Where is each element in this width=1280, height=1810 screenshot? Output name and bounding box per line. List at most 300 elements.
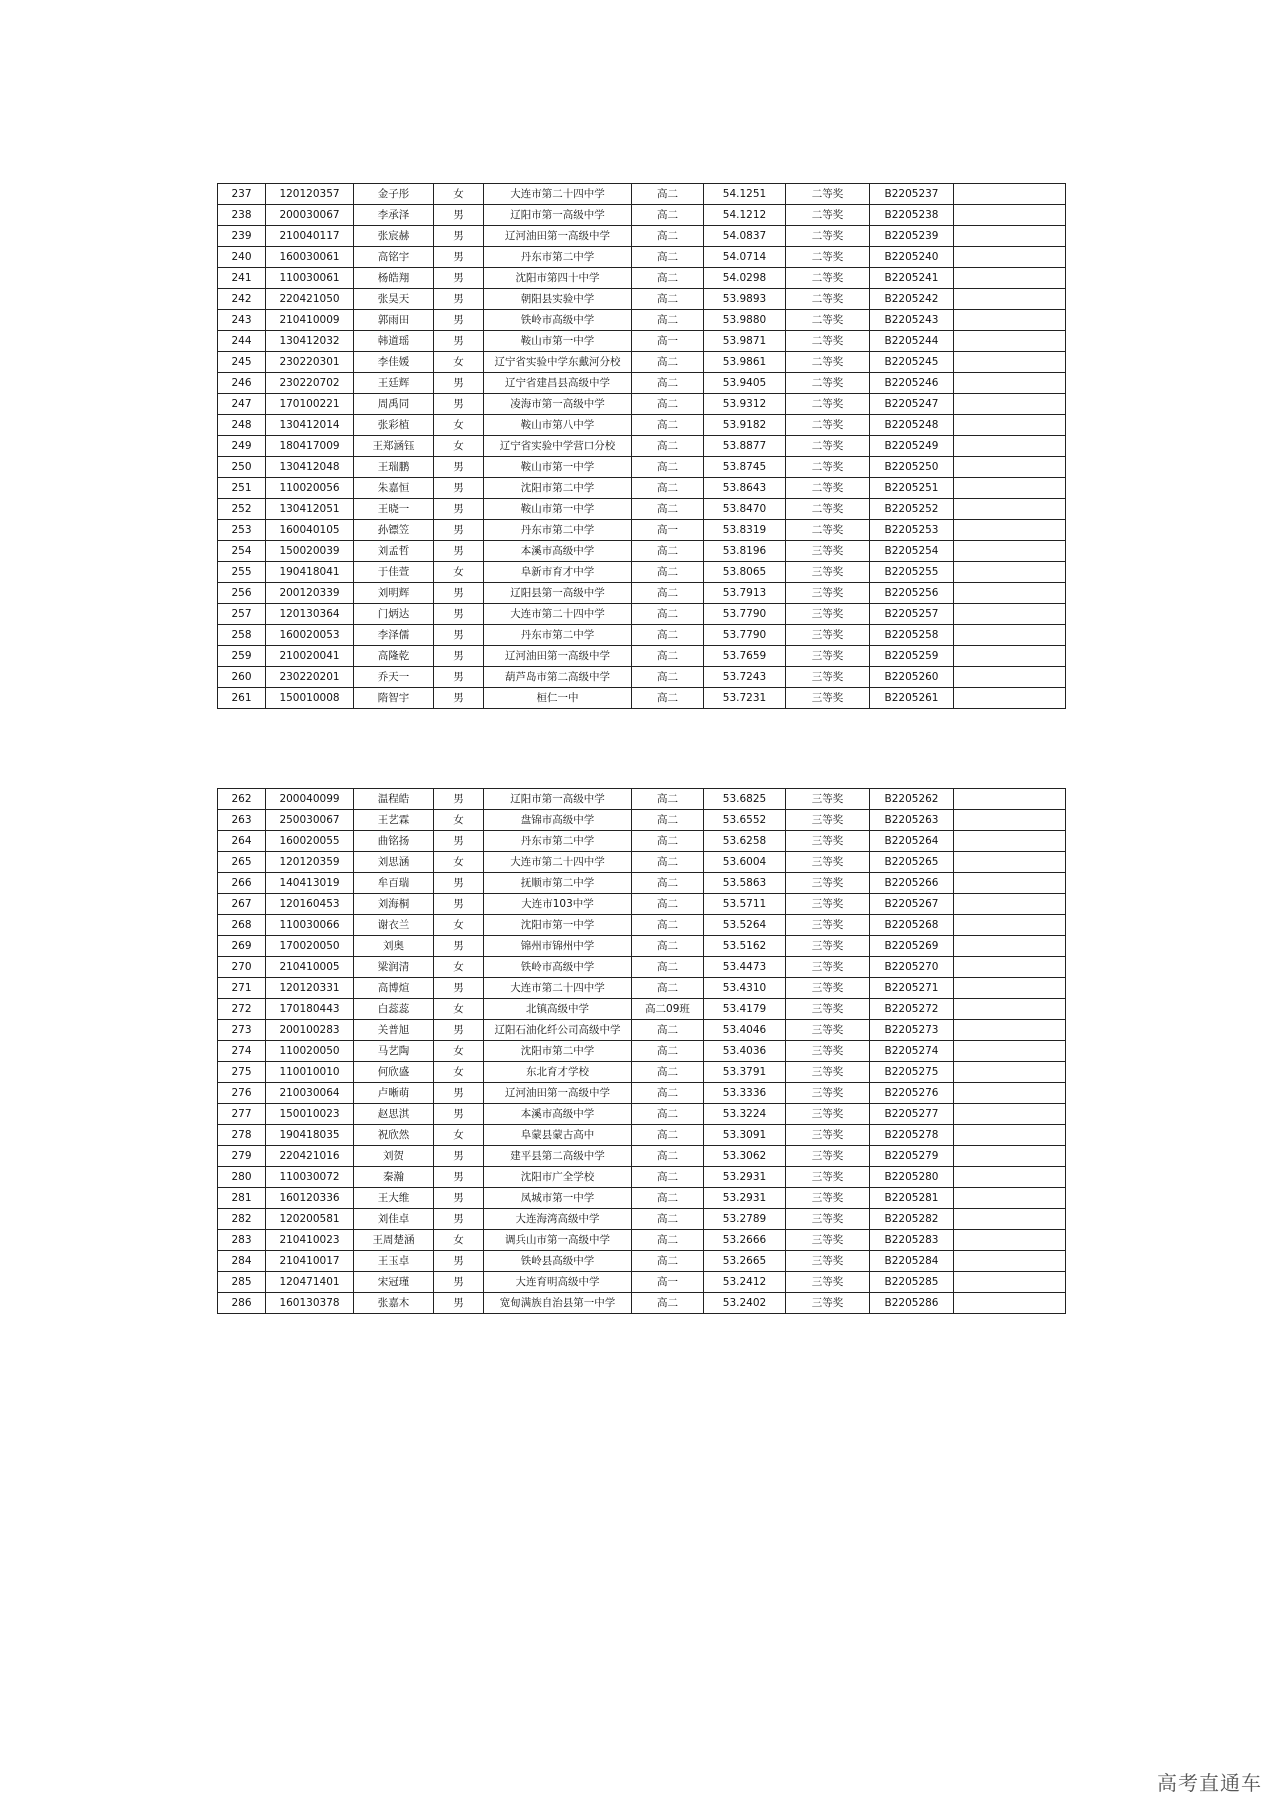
grade-cell: 高二 <box>632 457 704 478</box>
rank-cell: 244 <box>218 331 266 352</box>
name-cell: 秦瀚 <box>354 1167 434 1188</box>
school-cell: 凌海市第一高级中学 <box>484 394 632 415</box>
award-cell: 三等奖 <box>786 936 870 957</box>
award-cell: 三等奖 <box>786 1125 870 1146</box>
table-row <box>218 915 1066 936</box>
name-cell: 王郑涵钰 <box>354 436 434 457</box>
name-cell: 刘贺 <box>354 1146 434 1167</box>
grade-cell: 高二 <box>632 184 704 205</box>
rank-cell: 256 <box>218 583 266 604</box>
award-cell: 二等奖 <box>786 436 870 457</box>
table-row <box>218 394 1066 415</box>
grade-cell: 高二 <box>632 394 704 415</box>
id-cell: 180417009 <box>266 436 354 457</box>
gender-cell: 男 <box>434 541 484 562</box>
rank-cell: 280 <box>218 1167 266 1188</box>
school-cell: 丹东市第二中学 <box>484 247 632 268</box>
grade-cell: 高二 <box>632 289 704 310</box>
gender-cell: 男 <box>434 688 484 709</box>
id-cell: 210410017 <box>266 1251 354 1272</box>
school-cell: 本溪市高级中学 <box>484 541 632 562</box>
id-cell: 190418041 <box>266 562 354 583</box>
name-cell: 王玉卓 <box>354 1251 434 1272</box>
school-cell: 丹东市第二中学 <box>484 831 632 852</box>
grade-cell: 高二 <box>632 1251 704 1272</box>
gender-cell: 男 <box>434 331 484 352</box>
score-cell: 53.4036 <box>704 1041 786 1062</box>
name-cell: 刘孟哲 <box>354 541 434 562</box>
cert-cell: B2205254 <box>870 541 954 562</box>
award-cell: 三等奖 <box>786 1062 870 1083</box>
score-cell: 53.8877 <box>704 436 786 457</box>
award-cell: 三等奖 <box>786 1230 870 1251</box>
grade-cell: 高二 <box>632 1104 704 1125</box>
award-cell: 二等奖 <box>786 373 870 394</box>
gender-cell: 男 <box>434 310 484 331</box>
rank-cell: 269 <box>218 936 266 957</box>
gender-cell: 女 <box>434 1041 484 1062</box>
id-cell: 110020056 <box>266 478 354 499</box>
score-cell: 53.8643 <box>704 478 786 499</box>
table-row <box>218 373 1066 394</box>
school-cell: 朝阳县实验中学 <box>484 289 632 310</box>
grade-cell: 高二 <box>632 1209 704 1230</box>
table-row <box>218 268 1066 289</box>
name-cell: 何欣盛 <box>354 1062 434 1083</box>
grade-cell: 高二 <box>632 205 704 226</box>
gender-cell: 男 <box>434 831 484 852</box>
cert-cell: B2205256 <box>870 583 954 604</box>
rank-cell: 283 <box>218 1230 266 1251</box>
grade-cell: 高二 <box>632 1062 704 1083</box>
school-cell: 辽阳市第一高级中学 <box>484 205 632 226</box>
score-cell: 53.6825 <box>704 789 786 810</box>
school-cell: 沈阳市第二中学 <box>484 478 632 499</box>
name-cell: 宋冠瑾 <box>354 1272 434 1293</box>
school-cell: 鞍山市第八中学 <box>484 415 632 436</box>
school-cell: 铁岭市高级中学 <box>484 957 632 978</box>
id-cell: 160130378 <box>266 1293 354 1314</box>
note-cell <box>954 331 1066 352</box>
cert-cell: B2205272 <box>870 999 954 1020</box>
cert-cell: B2205284 <box>870 1251 954 1272</box>
name-cell: 白蕊蕊 <box>354 999 434 1020</box>
school-cell: 辽河油田第一高级中学 <box>484 1083 632 1104</box>
award-cell: 二等奖 <box>786 457 870 478</box>
table-row <box>218 1083 1066 1104</box>
id-cell: 110020050 <box>266 1041 354 1062</box>
rank-cell: 257 <box>218 604 266 625</box>
name-cell: 王大维 <box>354 1188 434 1209</box>
rank-cell: 251 <box>218 478 266 499</box>
award-cell: 三等奖 <box>786 1104 870 1125</box>
id-cell: 130412051 <box>266 499 354 520</box>
rank-cell: 273 <box>218 1020 266 1041</box>
grade-cell: 高二 <box>632 1167 704 1188</box>
school-cell: 大连市第二十四中学 <box>484 184 632 205</box>
grade-cell: 高二 <box>632 936 704 957</box>
note-cell <box>954 957 1066 978</box>
rank-cell: 258 <box>218 625 266 646</box>
table-row <box>218 289 1066 310</box>
id-cell: 210410023 <box>266 1230 354 1251</box>
gender-cell: 男 <box>434 1188 484 1209</box>
name-cell: 郭雨田 <box>354 310 434 331</box>
note-cell <box>954 1062 1066 1083</box>
id-cell: 130412032 <box>266 331 354 352</box>
gender-cell: 男 <box>434 873 484 894</box>
school-cell: 阜蒙县蒙古高中 <box>484 1125 632 1146</box>
award-cell: 三等奖 <box>786 1209 870 1230</box>
award-cell: 三等奖 <box>786 873 870 894</box>
school-cell: 大连市第二十四中学 <box>484 978 632 999</box>
table-row <box>218 1104 1066 1125</box>
cert-cell: B2205274 <box>870 1041 954 1062</box>
id-cell: 120130364 <box>266 604 354 625</box>
table-row <box>218 1167 1066 1188</box>
gender-cell: 男 <box>434 457 484 478</box>
gender-cell: 男 <box>434 978 484 999</box>
award-cell: 三等奖 <box>786 1188 870 1209</box>
rank-cell: 242 <box>218 289 266 310</box>
note-cell <box>954 831 1066 852</box>
grade-cell: 高一 <box>632 331 704 352</box>
score-cell: 53.4179 <box>704 999 786 1020</box>
id-cell: 160020053 <box>266 625 354 646</box>
grade-cell: 高二 <box>632 789 704 810</box>
rank-cell: 243 <box>218 310 266 331</box>
award-cell: 三等奖 <box>786 1041 870 1062</box>
score-cell: 53.3224 <box>704 1104 786 1125</box>
rank-cell: 270 <box>218 957 266 978</box>
school-cell: 东北育才学校 <box>484 1062 632 1083</box>
note-cell <box>954 810 1066 831</box>
name-cell: 隋智宇 <box>354 688 434 709</box>
rank-cell: 261 <box>218 688 266 709</box>
cert-cell: B2205255 <box>870 562 954 583</box>
gender-cell: 男 <box>434 1104 484 1125</box>
rank-cell: 255 <box>218 562 266 583</box>
score-cell: 53.8065 <box>704 562 786 583</box>
cert-cell: B2205265 <box>870 852 954 873</box>
rank-cell: 246 <box>218 373 266 394</box>
name-cell: 曲铭扬 <box>354 831 434 852</box>
note-cell <box>954 1083 1066 1104</box>
award-cell: 三等奖 <box>786 1167 870 1188</box>
award-cell: 三等奖 <box>786 831 870 852</box>
score-cell: 53.8319 <box>704 520 786 541</box>
school-cell: 盘锦市高级中学 <box>484 810 632 831</box>
award-cell: 三等奖 <box>786 1083 870 1104</box>
score-cell: 53.4046 <box>704 1020 786 1041</box>
name-cell: 祝欣然 <box>354 1125 434 1146</box>
score-cell: 53.2666 <box>704 1230 786 1251</box>
cert-cell: B2205259 <box>870 646 954 667</box>
grade-cell: 高二 <box>632 373 704 394</box>
award-cell: 三等奖 <box>786 646 870 667</box>
award-cell: 三等奖 <box>786 667 870 688</box>
table-row <box>218 646 1066 667</box>
id-cell: 130412014 <box>266 415 354 436</box>
grade-cell: 高二 <box>632 915 704 936</box>
award-cell: 二等奖 <box>786 352 870 373</box>
cert-cell: B2205251 <box>870 478 954 499</box>
score-cell: 53.9861 <box>704 352 786 373</box>
gender-cell: 女 <box>434 852 484 873</box>
rank-cell: 266 <box>218 873 266 894</box>
school-cell: 建平县第二高级中学 <box>484 1146 632 1167</box>
table-row <box>218 831 1066 852</box>
table-row <box>218 541 1066 562</box>
gender-cell: 女 <box>434 915 484 936</box>
rank-cell: 262 <box>218 789 266 810</box>
gender-cell: 男 <box>434 1146 484 1167</box>
grade-cell: 高二 <box>632 873 704 894</box>
id-cell: 150010023 <box>266 1104 354 1125</box>
rank-cell: 279 <box>218 1146 266 1167</box>
gender-cell: 男 <box>434 604 484 625</box>
award-cell: 二等奖 <box>786 310 870 331</box>
gender-cell: 女 <box>434 1125 484 1146</box>
school-cell: 辽阳市第一高级中学 <box>484 789 632 810</box>
rank-cell: 237 <box>218 184 266 205</box>
cert-cell: B2205238 <box>870 205 954 226</box>
score-cell: 53.3062 <box>704 1146 786 1167</box>
table-row <box>218 936 1066 957</box>
award-cell: 三等奖 <box>786 1293 870 1314</box>
gender-cell: 男 <box>434 289 484 310</box>
grade-cell: 高二 <box>632 478 704 499</box>
grade-cell: 高二 <box>632 1230 704 1251</box>
cert-cell: B2205240 <box>870 247 954 268</box>
school-cell: 大连海湾高级中学 <box>484 1209 632 1230</box>
score-cell: 53.3091 <box>704 1125 786 1146</box>
grade-cell: 高二 <box>632 894 704 915</box>
table-row <box>218 310 1066 331</box>
name-cell: 关普旭 <box>354 1020 434 1041</box>
gender-cell: 女 <box>434 436 484 457</box>
cert-cell: B2205279 <box>870 1146 954 1167</box>
cert-cell: B2205261 <box>870 688 954 709</box>
rank-cell: 274 <box>218 1041 266 1062</box>
gender-cell: 女 <box>434 184 484 205</box>
cert-cell: B2205275 <box>870 1062 954 1083</box>
rank-cell: 277 <box>218 1104 266 1125</box>
school-cell: 调兵山市第一高级中学 <box>484 1230 632 1251</box>
award-cell: 二等奖 <box>786 478 870 499</box>
id-cell: 210410009 <box>266 310 354 331</box>
name-cell: 韩道瑶 <box>354 331 434 352</box>
score-cell: 53.5711 <box>704 894 786 915</box>
school-cell: 大连市第二十四中学 <box>484 852 632 873</box>
gender-cell: 男 <box>434 1272 484 1293</box>
results-table-2 <box>217 788 1066 1314</box>
grade-cell: 高二 <box>632 1020 704 1041</box>
grade-cell: 高二 <box>632 562 704 583</box>
award-cell: 三等奖 <box>786 1272 870 1293</box>
grade-cell: 高二 <box>632 1146 704 1167</box>
score-cell: 53.9182 <box>704 415 786 436</box>
gender-cell: 女 <box>434 1230 484 1251</box>
cert-cell: B2205249 <box>870 436 954 457</box>
score-cell: 53.2402 <box>704 1293 786 1314</box>
cert-cell: B2205239 <box>870 226 954 247</box>
school-cell: 桓仁一中 <box>484 688 632 709</box>
gender-cell: 男 <box>434 1209 484 1230</box>
note-cell <box>954 1272 1066 1293</box>
rank-cell: 276 <box>218 1083 266 1104</box>
score-cell: 53.9880 <box>704 310 786 331</box>
name-cell: 温程皓 <box>354 789 434 810</box>
note-cell <box>954 562 1066 583</box>
award-cell: 三等奖 <box>786 978 870 999</box>
award-cell: 三等奖 <box>786 625 870 646</box>
grade-cell: 高二 <box>632 625 704 646</box>
note-cell <box>954 541 1066 562</box>
award-cell: 三等奖 <box>786 810 870 831</box>
cert-cell: B2205252 <box>870 499 954 520</box>
name-cell: 张嘉木 <box>354 1293 434 1314</box>
gender-cell: 男 <box>434 894 484 915</box>
table-row <box>218 1188 1066 1209</box>
grade-cell: 高二 <box>632 436 704 457</box>
score-cell: 53.7659 <box>704 646 786 667</box>
school-cell: 丹东市第二中学 <box>484 520 632 541</box>
rank-cell: 275 <box>218 1062 266 1083</box>
table-row <box>218 226 1066 247</box>
table-row <box>218 478 1066 499</box>
table-row <box>218 205 1066 226</box>
score-cell: 53.5863 <box>704 873 786 894</box>
school-cell: 沈阳市广全学校 <box>484 1167 632 1188</box>
score-cell: 53.4310 <box>704 978 786 999</box>
cert-cell: B2205247 <box>870 394 954 415</box>
note-cell <box>954 625 1066 646</box>
school-cell: 抚顺市第二中学 <box>484 873 632 894</box>
id-cell: 210040117 <box>266 226 354 247</box>
cert-cell: B2205266 <box>870 873 954 894</box>
gender-cell: 男 <box>434 394 484 415</box>
cert-cell: B2205270 <box>870 957 954 978</box>
award-cell: 二等奖 <box>786 415 870 436</box>
table-row <box>218 667 1066 688</box>
score-cell: 53.8745 <box>704 457 786 478</box>
score-cell: 53.8470 <box>704 499 786 520</box>
cert-cell: B2205276 <box>870 1083 954 1104</box>
gender-cell: 男 <box>434 646 484 667</box>
table-row <box>218 1209 1066 1230</box>
grade-cell: 高二 <box>632 541 704 562</box>
id-cell: 200030067 <box>266 205 354 226</box>
id-cell: 190418035 <box>266 1125 354 1146</box>
table-row <box>218 562 1066 583</box>
id-cell: 150010008 <box>266 688 354 709</box>
note-cell <box>954 894 1066 915</box>
score-cell: 53.8196 <box>704 541 786 562</box>
rank-cell: 268 <box>218 915 266 936</box>
gender-cell: 男 <box>434 247 484 268</box>
grade-cell: 高二 <box>632 1041 704 1062</box>
name-cell: 李承泽 <box>354 205 434 226</box>
gender-cell: 男 <box>434 667 484 688</box>
watermark-text: 高考直通车 <box>1157 1771 1262 1795</box>
school-cell: 沈阳市第二中学 <box>484 1041 632 1062</box>
id-cell: 120120331 <box>266 978 354 999</box>
grade-cell: 高二 <box>632 247 704 268</box>
cert-cell: B2205244 <box>870 331 954 352</box>
name-cell: 谢衣兰 <box>354 915 434 936</box>
gender-cell: 男 <box>434 1251 484 1272</box>
award-cell: 二等奖 <box>786 520 870 541</box>
note-cell <box>954 478 1066 499</box>
grade-cell: 高二 <box>632 310 704 331</box>
score-cell: 53.3336 <box>704 1083 786 1104</box>
note-cell <box>954 1125 1066 1146</box>
note-cell <box>954 1167 1066 1188</box>
grade-cell: 高二 <box>632 604 704 625</box>
results-table-1 <box>217 183 1066 709</box>
rank-cell: 241 <box>218 268 266 289</box>
note-cell <box>954 352 1066 373</box>
name-cell: 张昊天 <box>354 289 434 310</box>
cert-cell: B2205271 <box>870 978 954 999</box>
score-cell: 54.1212 <box>704 205 786 226</box>
rank-cell: 249 <box>218 436 266 457</box>
award-cell: 二等奖 <box>786 289 870 310</box>
note-cell <box>954 205 1066 226</box>
school-cell: 辽阳石油化纤公司高级中学 <box>484 1020 632 1041</box>
note-cell <box>954 688 1066 709</box>
cert-cell: B2205267 <box>870 894 954 915</box>
note-cell <box>954 1020 1066 1041</box>
note-cell <box>954 373 1066 394</box>
school-cell: 锦州市锦州中学 <box>484 936 632 957</box>
score-cell: 54.0714 <box>704 247 786 268</box>
school-cell: 阜新市育才中学 <box>484 562 632 583</box>
gender-cell: 男 <box>434 1293 484 1314</box>
table-row <box>218 499 1066 520</box>
score-cell: 53.7243 <box>704 667 786 688</box>
cert-cell: B2205277 <box>870 1104 954 1125</box>
name-cell: 高铭宇 <box>354 247 434 268</box>
cert-cell: B2205245 <box>870 352 954 373</box>
rank-cell: 278 <box>218 1125 266 1146</box>
cert-cell: B2205250 <box>870 457 954 478</box>
note-cell <box>954 415 1066 436</box>
id-cell: 170020050 <box>266 936 354 957</box>
award-cell: 三等奖 <box>786 562 870 583</box>
note-cell <box>954 1293 1066 1314</box>
school-cell: 辽河油田第一高级中学 <box>484 226 632 247</box>
award-cell: 三等奖 <box>786 852 870 873</box>
grade-cell: 高二 <box>632 268 704 289</box>
table-row <box>218 1125 1066 1146</box>
school-cell: 鞍山市第一中学 <box>484 499 632 520</box>
gender-cell: 男 <box>434 373 484 394</box>
cert-cell: B2205237 <box>870 184 954 205</box>
name-cell: 朱嘉恒 <box>354 478 434 499</box>
score-cell: 53.6258 <box>704 831 786 852</box>
cert-cell: B2205285 <box>870 1272 954 1293</box>
score-cell: 53.7231 <box>704 688 786 709</box>
table-row <box>218 852 1066 873</box>
id-cell: 200040099 <box>266 789 354 810</box>
table-row <box>218 1272 1066 1293</box>
id-cell: 170180443 <box>266 999 354 1020</box>
school-cell: 铁岭市高级中学 <box>484 310 632 331</box>
cert-cell: B2205278 <box>870 1125 954 1146</box>
score-cell: 53.9312 <box>704 394 786 415</box>
